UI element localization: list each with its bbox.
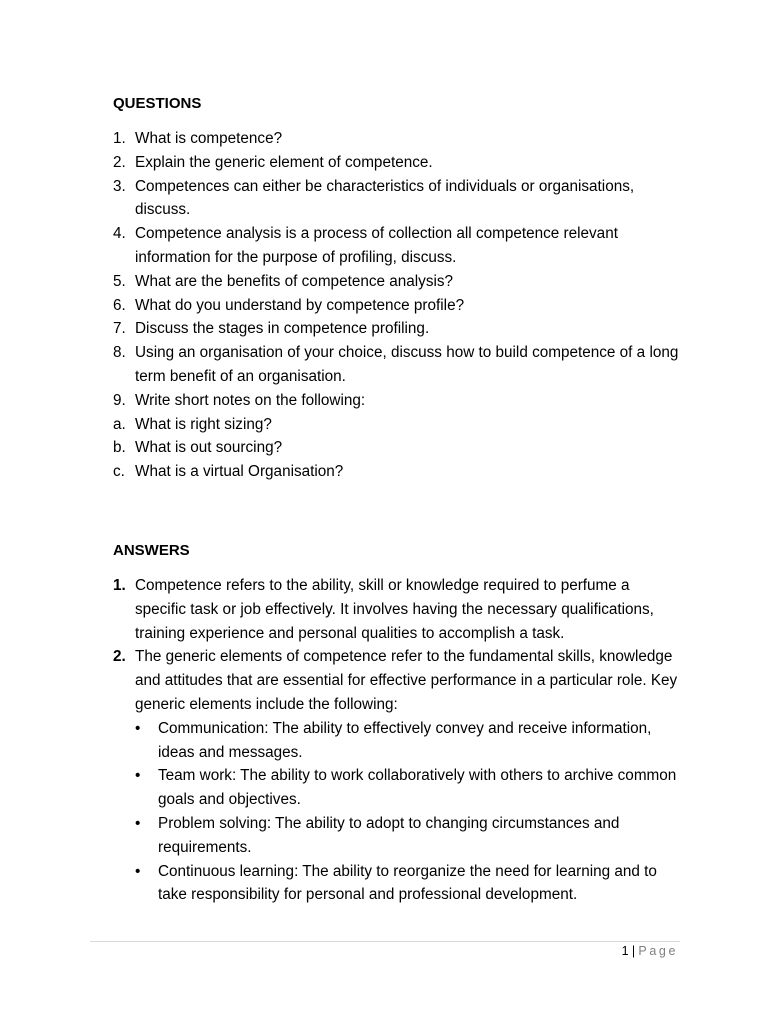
question-text: What is a virtual Organisation? xyxy=(135,463,344,481)
question-text: Write short notes on the following: xyxy=(135,391,366,409)
questions-list xyxy=(113,127,683,484)
question-subitem xyxy=(113,413,683,437)
question-text: Discuss the stages in competence profiling. xyxy=(135,320,430,338)
bullet-icon: • xyxy=(135,814,141,832)
question-item xyxy=(113,294,683,318)
bullet-text: Problem solving: The ability to adopt to changing circumstances and requirements. xyxy=(158,814,620,856)
question-number: 2. xyxy=(113,153,126,171)
question-item xyxy=(113,270,683,294)
question-number: 6. xyxy=(113,296,126,314)
answer-text: Competence refers to the ability, skill or knowledge required to perfume a specific task or job effectively. It involves having the necessary qualifications, training experience and personal qualities to accomplish a task. xyxy=(135,576,654,642)
question-text: Using an organisation of your choice, discuss how to build competence of a long term benefit of an organisation. xyxy=(135,344,679,385)
question-text: Competence analysis is a process of collection all competence relevant information for the purpose of profiling, discuss. xyxy=(135,225,618,266)
bullet-icon: • xyxy=(135,862,141,880)
question-subitem xyxy=(113,436,683,460)
footer-divider xyxy=(90,941,680,942)
question-text: What is out sourcing? xyxy=(135,439,283,457)
page-label: Page xyxy=(638,944,678,958)
question-text: Explain the generic element of competence. xyxy=(135,153,433,171)
bullet-icon: • xyxy=(135,767,141,785)
question-text: What do you understand by competence profile? xyxy=(135,296,465,314)
bullet-item xyxy=(113,860,683,908)
bullet-item xyxy=(113,717,683,765)
question-text: What is competence? xyxy=(135,130,283,147)
question-number: 1. xyxy=(113,130,126,147)
answer-text: The generic elements of competence refer to the fundamental skills, knowledge and attitudes that are essential for effective performance in a particular role. Key generic elements include the following: xyxy=(135,648,678,713)
question-letter: b. xyxy=(113,439,126,457)
question-item xyxy=(113,389,683,413)
document-body xyxy=(113,93,683,907)
page-number: 1 xyxy=(621,944,629,958)
bullet-item xyxy=(113,812,683,860)
question-subitem xyxy=(113,460,683,484)
answer-item xyxy=(113,574,683,645)
bullet-text: Team work: The ability to work collaboratively with others to archive common goals and objectives. xyxy=(158,767,677,809)
question-item xyxy=(113,127,683,151)
question-item xyxy=(113,341,683,389)
bullet-icon: • xyxy=(135,719,141,737)
answers-heading: ANSWERS xyxy=(113,541,190,559)
question-letter: a. xyxy=(113,415,126,433)
question-item xyxy=(113,175,683,223)
question-text: What are the benefits of competence analysis? xyxy=(135,272,454,290)
question-item xyxy=(113,151,683,175)
question-text: What is right sizing? xyxy=(135,415,272,433)
question-text: Competences can either be characteristics of individuals or organisations, discuss. xyxy=(135,177,635,219)
page-footer xyxy=(622,944,678,958)
answer-item xyxy=(113,645,683,716)
question-number: 9. xyxy=(113,391,126,409)
question-number: 4. xyxy=(113,225,126,243)
questions-heading: QUESTIONS xyxy=(113,95,202,112)
question-number: 5. xyxy=(113,272,126,290)
footer-separator: | xyxy=(631,944,636,958)
answer-number: 1. xyxy=(113,576,126,594)
question-number: 8. xyxy=(113,344,126,362)
bullet-text: Communication: The ability to effectively convey and receive information, ideas and messages. xyxy=(158,719,652,761)
answers-list xyxy=(113,574,683,717)
generic-elements-list xyxy=(113,717,683,907)
question-letter: c. xyxy=(113,463,125,481)
bullet-item xyxy=(113,764,683,812)
question-number: 3. xyxy=(113,177,126,195)
question-item xyxy=(113,317,683,341)
question-number: 7. xyxy=(113,320,126,338)
bullet-text: Continuous learning: The ability to reorganize the need for learning and to take responsibility for personal and professional development. xyxy=(158,862,657,904)
question-item xyxy=(113,222,683,270)
answer-number: 2. xyxy=(113,648,126,666)
